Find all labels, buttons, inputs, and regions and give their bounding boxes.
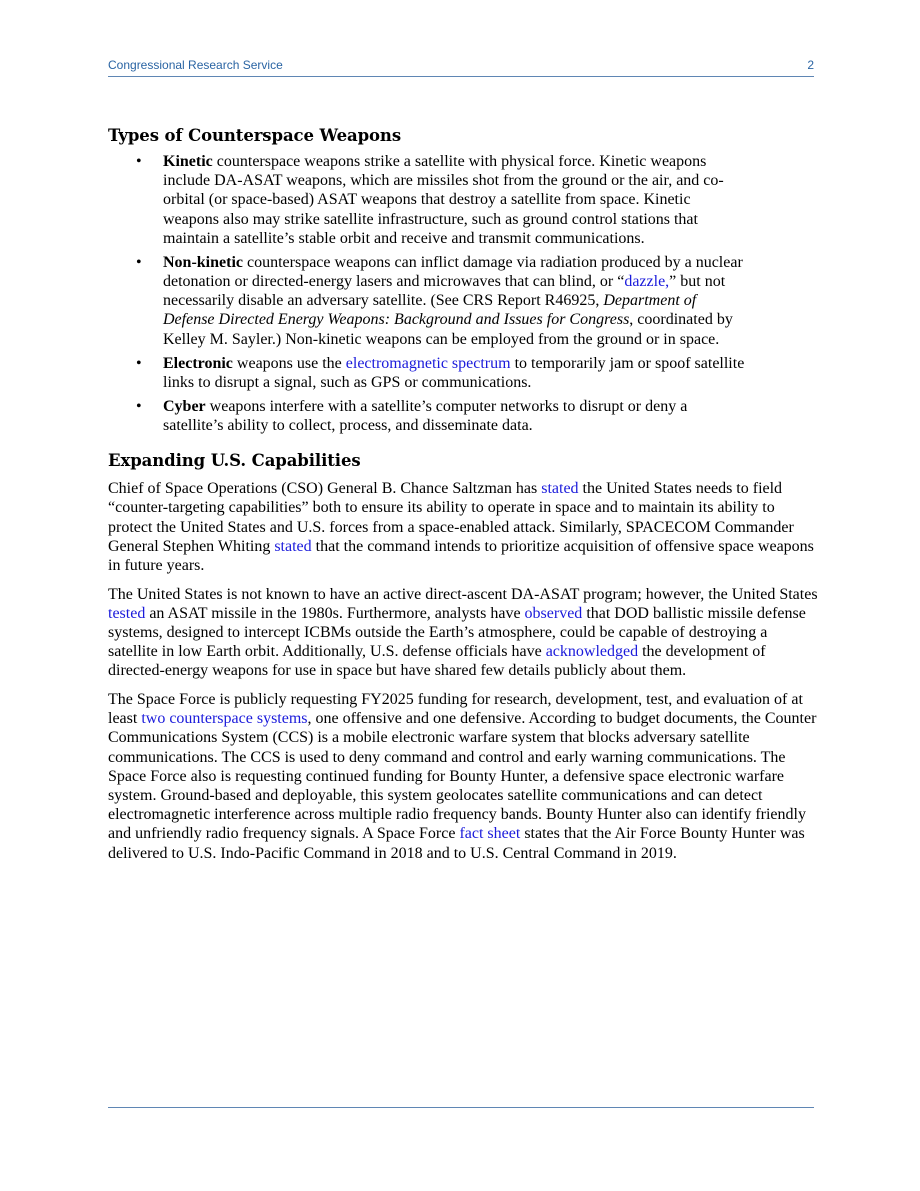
- paragraph-cso: [108, 479, 818, 575]
- link-electromagnetic-spectrum[interactable]: electromagnetic spectrum: [345, 354, 511, 372]
- list-item: [108, 152, 750, 248]
- bullet-icon: •: [136, 354, 142, 372]
- paragraph-space-force: [108, 690, 818, 863]
- paragraph-text: the United States needs to field “counter-targeting capabilities” both to ensure its ability to operate in space and to maintain its ability to protect the United States and U.S. forces from a space-enabled attack. Similarly, SPACECOM Commander General Stephen Whiting: [108, 480, 794, 555]
- link-observed[interactable]: observed: [524, 604, 583, 622]
- bullet-text: ” but not necessarily disable an adversary satellite. (See CRS Report R46925,: [163, 273, 726, 310]
- document-body: [108, 124, 818, 872]
- bullet-icon: •: [136, 397, 142, 415]
- link-stated-cso[interactable]: stated: [541, 480, 579, 498]
- paragraph-text: the development of directed-energy weapons for use in space but have shared few details publicly about them.: [108, 643, 766, 680]
- bullet-text: weapons use the: [232, 354, 346, 372]
- paragraph-text: that DOD ballistic missile defense systems, designed to intercept ICBMs outside the Earth’s atmosphere, could be capable of destroying a satellite in low Earth orbit. Additionally, U.S. defense officials have: [108, 604, 806, 661]
- paragraph-text: The Space Force is publicly requesting FY2025 funding for research, development, test, and evaluation of at least: [108, 691, 803, 728]
- term-electronic: Electronic: [163, 354, 233, 372]
- paragraph-text: an ASAT missile in the 1980s. Furthermore, analysts have: [145, 604, 525, 622]
- paragraph-text: Chief of Space Operations (CSO) General B. Chance Saltzman has: [108, 480, 542, 498]
- list-item: [108, 397, 750, 435]
- bullet-text: to temporarily jam or spoof satellite links to disrupt a signal, such as GPS or communications.: [163, 354, 745, 391]
- paragraph-text: states that the Air Force Bounty Hunter was delivered to U.S. Indo-Pacific Command in 2018 and to U.S. Central Command in 2019.: [108, 825, 805, 862]
- term-non-kinetic: Non-kinetic: [163, 253, 243, 271]
- list-item: [108, 253, 750, 349]
- link-stated-spacecom[interactable]: stated: [274, 537, 312, 555]
- list-item: [108, 354, 750, 392]
- bullet-text: counterspace weapons can inflict damage via radiation produced by a nuclear detonation or directed-energy lasers and microwaves that can blind, or “: [163, 253, 743, 291]
- page-header: [108, 58, 814, 77]
- bullet-icon: •: [136, 153, 142, 170]
- section-heading-capabilities: Expanding U.S. Capabilities: [108, 451, 361, 471]
- link-tested[interactable]: tested: [108, 604, 146, 622]
- term-kinetic: Kinetic: [163, 153, 213, 170]
- paragraph-text: that the command intends to prioritize acquisition of offensive space weapons in future years.: [108, 537, 814, 575]
- header-org-name: Congressional Research Service: [108, 58, 283, 72]
- report-title: Department of Defense Directed Energy Weapons: Background and Issues for Congress: [163, 292, 697, 329]
- link-acknowledged[interactable]: acknowledged: [545, 643, 639, 661]
- section-heading-types: Types of Counterspace Weapons: [108, 126, 402, 145]
- footer-divider: [108, 1107, 814, 1108]
- bullet-text: , coordinated by Kelley M. Sayler.) Non-kinetic weapons can be employed from the ground or in space.: [163, 311, 733, 348]
- bullet-text: weapons interfere with a satellite’s computer networks to disrupt or deny a satellite’s ability to collect, process, and disseminate data.: [163, 397, 688, 435]
- paragraph-asat: [108, 585, 818, 681]
- link-two-counterspace-systems[interactable]: two counterspace systems: [141, 710, 308, 728]
- link-dazzle[interactable]: dazzle,: [624, 273, 670, 291]
- paragraph-text: , one offensive and one defensive. According to budget documents, the Counter Communications System (CCS) is a mobile electronic warfare system that blocks adversary satellite communications. The CCS is used to deny command and control and early warning communications. The Space Force also is requesting continued funding for Bounty Hunter, a defensive space electronic warfare system. Ground-based and deployable, this system geolocates satellite communications and can detect electromagnetic interference across multiple radio frequency bands. Bounty Hunter also can identify friendly and unfriendly radio frequency signals. A Space Force: [108, 710, 817, 843]
- bullet-icon: •: [136, 253, 142, 271]
- page-number: 2: [807, 58, 814, 72]
- term-cyber: Cyber: [163, 397, 206, 415]
- weapon-types-list: [108, 152, 750, 435]
- bullet-text: counterspace weapons strike a satellite with physical force. Kinetic weapons include DA-ASAT weapons, which are missiles shot from the ground or the air, and co-orbital (or space-based) ASAT weapons that destroy a satellite from space. Kinetic weapons also may strike satellite infrastructure, such as ground control stations that maintain a satellite’s stable orbit and receive and transmit communications.: [163, 153, 724, 247]
- link-fact-sheet[interactable]: fact sheet: [459, 825, 521, 843]
- paragraph-text: The United States is not known to have an active direct-ascent DA-ASAT program; however, the United States: [108, 585, 818, 603]
